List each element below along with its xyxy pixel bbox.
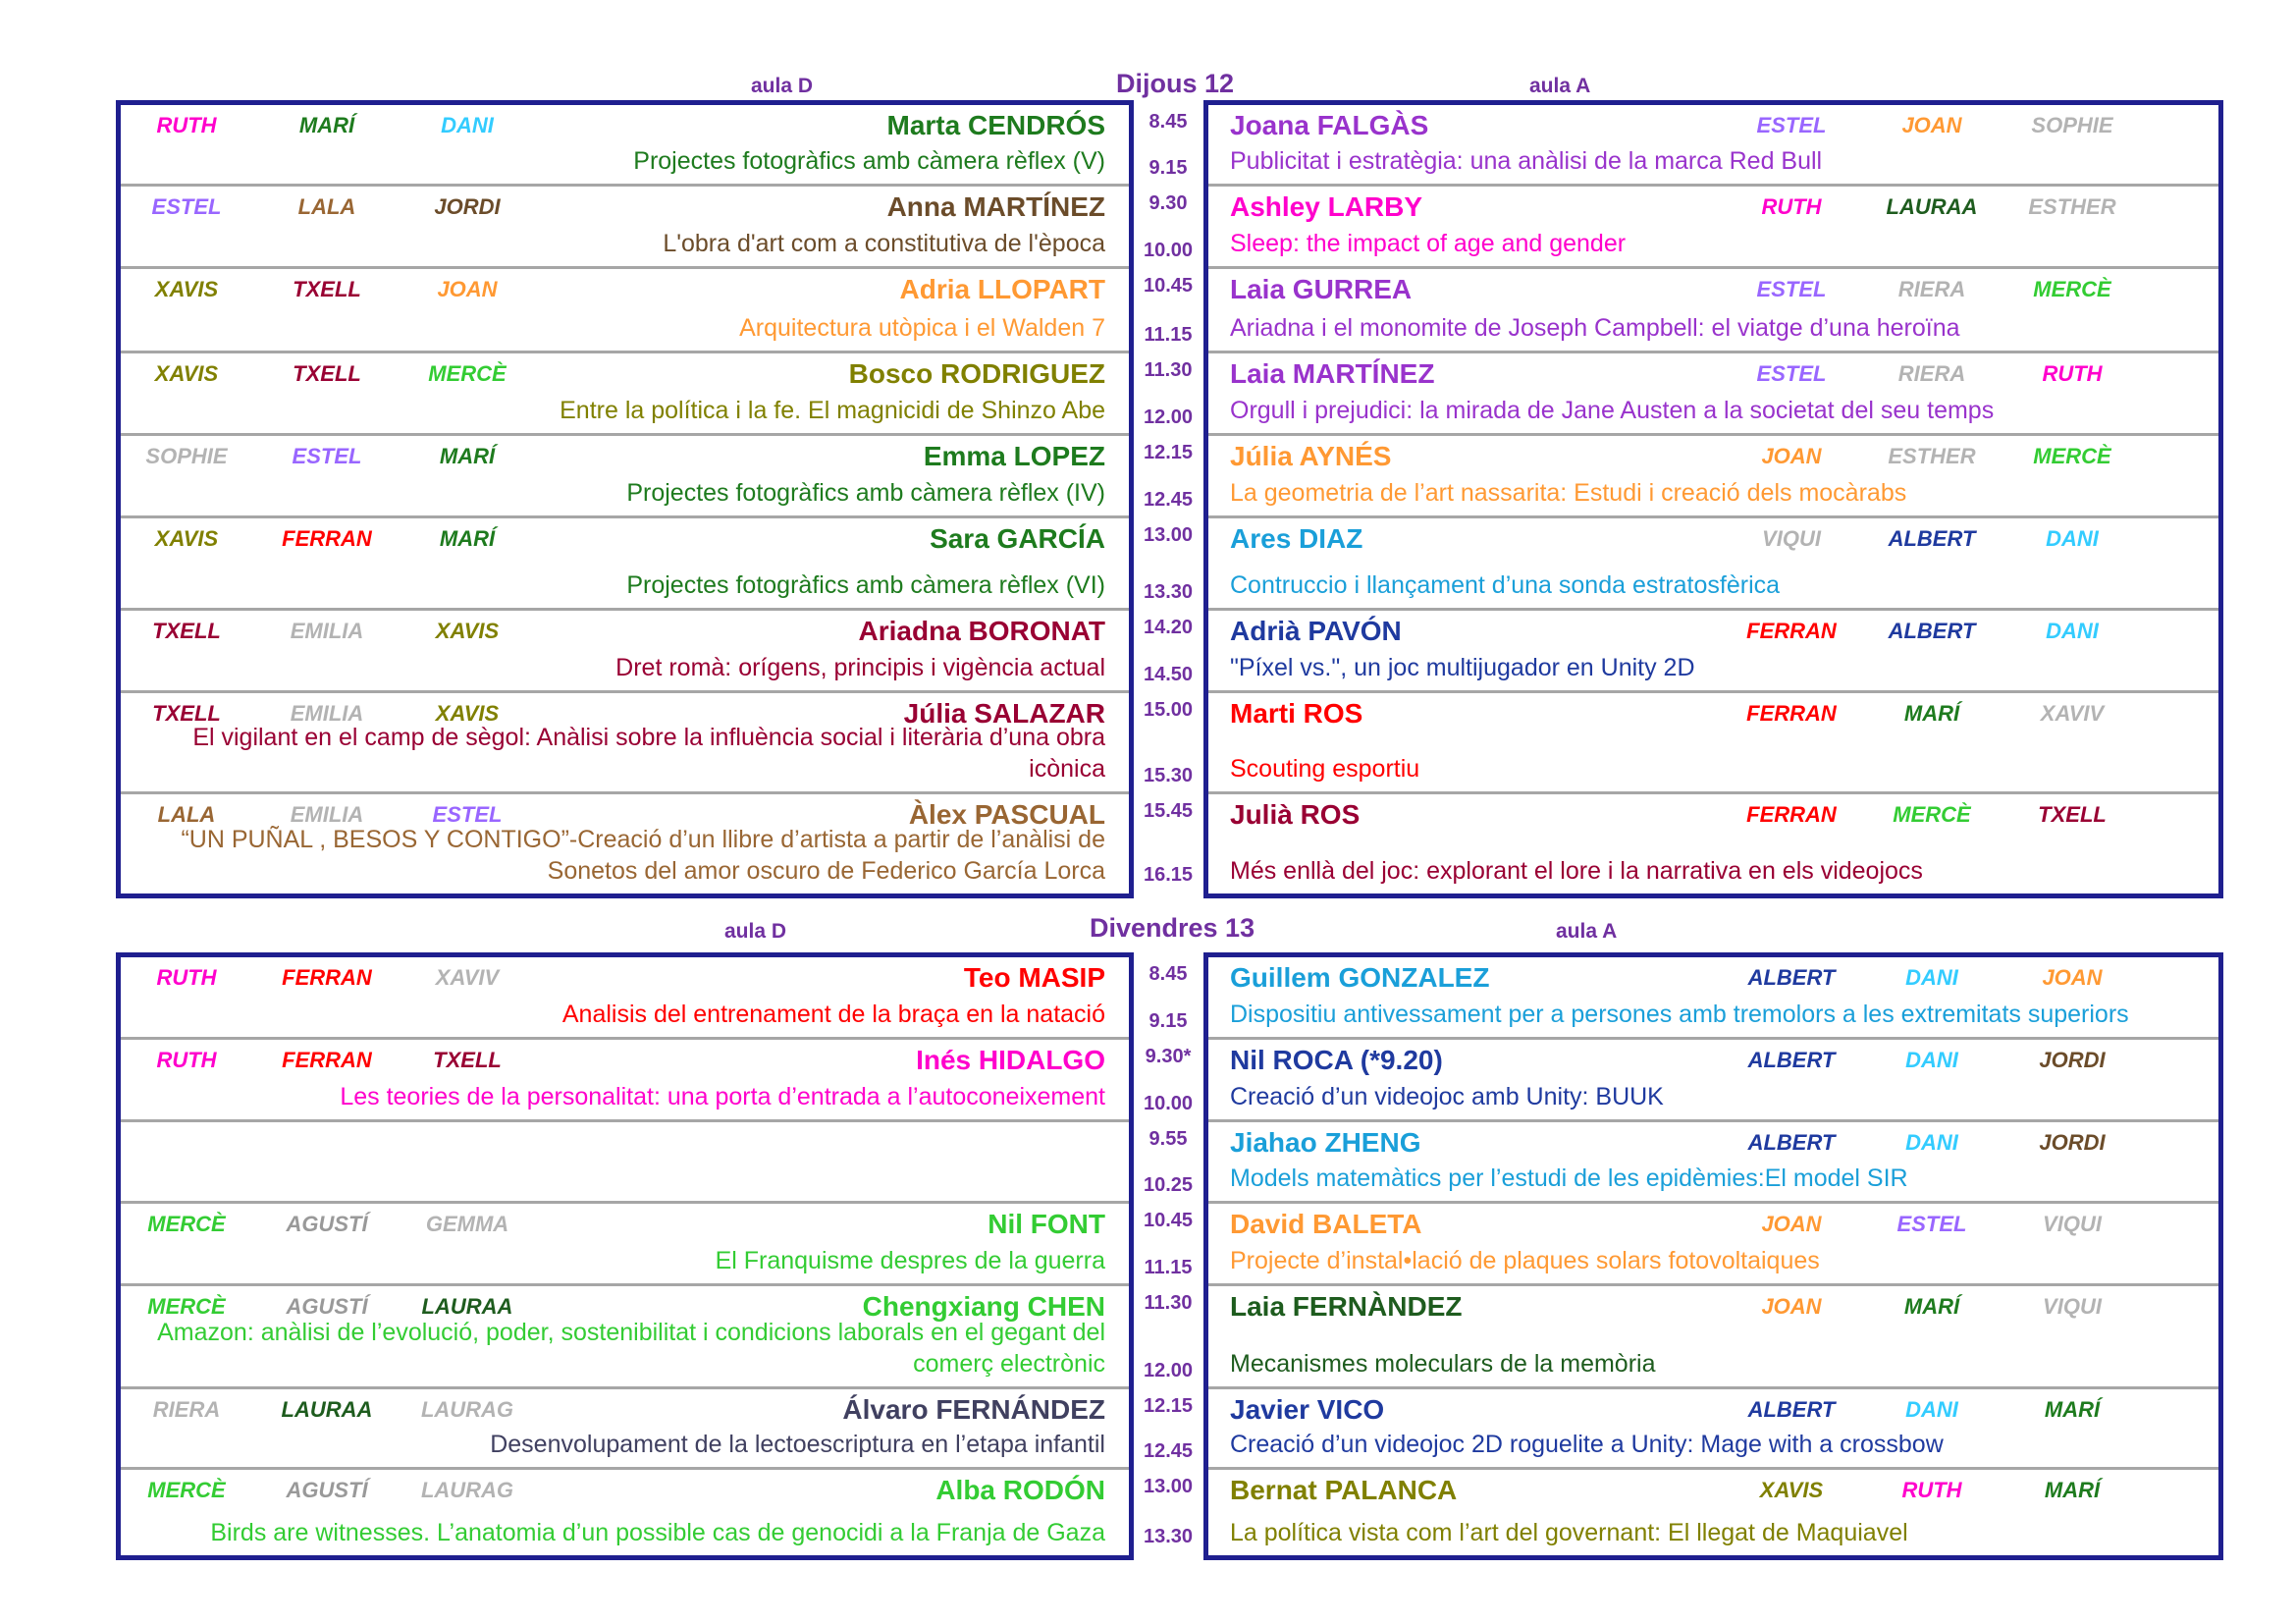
tutor-name: TXELL [293, 361, 361, 386]
project-title: "Píxel vs.", un joc multijugador en Unity 2D [1230, 654, 1695, 681]
tutor-name: XAVIV [2040, 701, 2105, 726]
presentation-row [121, 693, 1129, 794]
time-end: 15.30 [1143, 765, 1194, 786]
project-title: Creació d’un videojoc 2D roguelite a Unity: Mage with a crossbow [1230, 1431, 1944, 1458]
student-name: Emma LOPEZ [923, 441, 1105, 471]
tutor-name: MERCÈ [147, 1212, 226, 1236]
tutor-name: VIQUI [2043, 1212, 2102, 1236]
tutor-name: MARÍ [2044, 1478, 2101, 1502]
student-name: Inés HIDALGO [916, 1045, 1105, 1075]
tutor-name: MERCÈ [2033, 444, 2111, 468]
presentation-row [1208, 1204, 2218, 1286]
tutor-name: RUTH [2042, 361, 2103, 386]
tutor-name: XAVIV [435, 965, 500, 990]
presentation-row [1208, 1286, 2218, 1389]
presentation-row [1208, 611, 2218, 693]
project-title: Birds are witnesses. L’anatomia d’un possible cas de genocidi a la Franja de Gaza [210, 1519, 1105, 1546]
presentation-row [1208, 269, 2218, 353]
presentation-row [121, 269, 1129, 353]
project-title: El Franquisme despres de la guerra [715, 1247, 1105, 1274]
tutor-name: FERRAN [282, 1048, 372, 1072]
tutor-name: FERRAN [1746, 619, 1837, 643]
project-title: Mecanismes moleculars de la memòria [1230, 1350, 1656, 1378]
tutor-name: XAVIS [1759, 1478, 1824, 1502]
project-title: Entre la política i la fe. El magnicidi de Shinzo Abe [560, 397, 1105, 424]
presentation-row [121, 794, 1129, 893]
tutor-name: ESTEL [1756, 361, 1827, 386]
tutor-name: ESTEL [432, 802, 503, 827]
time-start: 9.30 [1148, 192, 1188, 214]
schedule-panel-right [1203, 100, 2223, 898]
tutor-name: TXELL [2038, 802, 2107, 827]
student-name: Jiahao ZHENG [1230, 1127, 1421, 1158]
tutor-name: ALBERT [1747, 1130, 1836, 1155]
time-end: 9.15 [1148, 157, 1188, 179]
tutor-name: XAVIS [435, 619, 500, 643]
tutor-name: ESTEL [1756, 277, 1827, 301]
student-name: Marti ROS [1230, 698, 1363, 729]
student-name: Ares DIAZ [1230, 523, 1363, 554]
tutor-name: EMILIA [290, 701, 364, 726]
tutor-name: JOAN [437, 277, 498, 301]
presentation-row [121, 611, 1129, 693]
presentation-row [121, 518, 1129, 611]
tutor-name: LALA [157, 802, 216, 827]
presentation-row [121, 957, 1129, 1040]
tutor-name: RUTH [156, 1048, 217, 1072]
project-title: Ariadna i el monomite de Joseph Campbell: el viatge d’una heroïna [1230, 314, 1960, 342]
room-label-left: aula D [724, 920, 787, 943]
student-name: Teo MASIP [963, 962, 1105, 993]
tutor-name: EMILIA [290, 619, 364, 643]
presentation-row [1208, 1470, 2218, 1555]
student-name: Bosco RODRIGUEZ [848, 358, 1105, 389]
student-name: Laia FERNÀNDEZ [1230, 1291, 1463, 1322]
project-title: Projectes fotogràfics amb càmera rèflex (VI) [626, 571, 1105, 599]
presentation-row [121, 436, 1129, 518]
tutor-name: JOAN [1761, 444, 1822, 468]
time-end: 9.15 [1148, 1010, 1188, 1032]
time-start: 9.55 [1148, 1128, 1188, 1150]
tutor-name: ESTEL [292, 444, 362, 468]
project-title: Projectes fotogràfics amb càmera rèflex (IV) [626, 479, 1105, 507]
time-end: 12.00 [1143, 406, 1194, 428]
student-name: Alba RODÓN [935, 1475, 1105, 1505]
tutor-name: ALBERT [1747, 965, 1836, 990]
room-label-left: aula D [751, 75, 814, 97]
student-name: Bernat PALANCA [1230, 1475, 1458, 1505]
tutor-name: MERCÈ [147, 1294, 226, 1319]
presentation-row [1208, 436, 2218, 518]
time-start: 12.15 [1143, 1395, 1194, 1417]
presentation-row [121, 1204, 1129, 1286]
project-title: Creació d’un videojoc amb Unity: BUUK [1230, 1083, 1664, 1110]
tutor-name: AGUSTÍ [286, 1478, 368, 1502]
time-end: 14.50 [1143, 664, 1194, 685]
project-title: Dret romà: orígens, principis i vigència actual [615, 654, 1105, 681]
tutor-name: MARÍ [1903, 701, 1960, 726]
student-name: Adria LLOPART [899, 274, 1105, 304]
tutor-name: ALBERT [1888, 619, 1976, 643]
student-name: Júlia SALAZAR [903, 698, 1105, 729]
tutor-name: ESTEL [151, 194, 222, 219]
tutor-name: FERRAN [1746, 701, 1837, 726]
student-name: Álvaro FERNÁNDEZ [842, 1394, 1105, 1425]
tutor-name: XAVIS [154, 277, 219, 301]
project-title: El vigilant en el camp de sègol: Anàlisi sobre la influència social i literària d’una obra icònica [192, 724, 1105, 783]
tutor-name: XAVIS [154, 361, 219, 386]
tutor-name: ALBERT [1888, 526, 1976, 551]
tutor-name: LAURAG [420, 1397, 514, 1422]
presentation-row [1208, 693, 2218, 794]
tutor-name: GEMMA [425, 1212, 509, 1236]
tutor-name: JOAN [1761, 1212, 1822, 1236]
tutor-name: MERCÈ [428, 361, 507, 386]
project-title: Projecte d’instal•lació de plaques solars fotovoltaiques [1230, 1247, 1820, 1274]
tutor-name: LALA [297, 194, 356, 219]
student-name: Ashley LARBY [1230, 191, 1423, 222]
student-name: Julià ROS [1230, 799, 1361, 830]
presentation-row [1208, 1040, 2218, 1122]
student-name: Anna MARTÍNEZ [886, 191, 1105, 222]
presentation-row [1208, 957, 2218, 1040]
tutor-name: FERRAN [1746, 802, 1837, 827]
time-start: 13.00 [1143, 524, 1194, 546]
presentation-row [121, 1122, 1129, 1204]
tutor-name: ESTEL [1756, 113, 1827, 137]
student-name: Chengxiang CHEN [862, 1291, 1105, 1322]
room-label-right: aula A [1556, 920, 1618, 943]
project-title: Projectes fotogràfics amb càmera rèflex (V) [633, 147, 1105, 175]
student-name: Sara GARCÍA [930, 523, 1105, 554]
schedule-panel-left [116, 952, 1134, 1560]
student-name: Laia MARTÍNEZ [1230, 358, 1435, 389]
day-title: Divendres 13 [1090, 913, 1255, 943]
tutor-name: RUTH [1761, 194, 1822, 219]
tutor-name: RIERA [1897, 277, 1966, 301]
student-name: Ariadna BORONAT [858, 616, 1105, 646]
tutor-name: MARÍ [1903, 1294, 1960, 1319]
tutor-name: RUTH [156, 113, 217, 137]
student-name: Júlia AYNÉS [1230, 441, 1392, 471]
project-title: Analisis del entrenament de la braça en la natació [561, 1001, 1105, 1028]
student-name: Guillem GONZALEZ [1230, 962, 1490, 993]
tutor-name: ESTHER [2028, 194, 2116, 219]
project-title: Dispositiu antivessament per a persones amb tremolors a les extremitats superiors [1230, 1001, 2129, 1028]
tutor-name: LAURAA [1886, 194, 1978, 219]
student-name: Àlex PASCUAL [908, 799, 1105, 830]
presentation-row [1208, 187, 2218, 269]
tutor-name: MERCÈ [1893, 802, 1971, 827]
tutor-name: RIERA [1897, 361, 1966, 386]
tutor-name: ESTHER [1888, 444, 1976, 468]
presentation-row [1208, 1389, 2218, 1470]
tutor-name: JOAN [2042, 965, 2103, 990]
tutor-name: DANI [441, 113, 494, 137]
tutor-name: JOAN [1761, 1294, 1822, 1319]
tutor-name: TXELL [152, 701, 221, 726]
presentation-row [121, 105, 1129, 187]
presentation-row [121, 1040, 1129, 1122]
time-end: 12.45 [1143, 489, 1194, 511]
presentation-row [1208, 794, 2218, 893]
presentation-row [121, 187, 1129, 269]
presentation-row [1208, 1122, 2218, 1204]
tutor-name: LAURAA [281, 1397, 373, 1422]
student-name: Javier VICO [1230, 1394, 1385, 1425]
tutor-name: VIQUI [1762, 526, 1821, 551]
time-end: 11.15 [1144, 1257, 1193, 1278]
project-title: Amazon: anàlisi de l’evolució, poder, sostenibilitat i condicions laborals en el gegant del comerç electrònic [157, 1319, 1105, 1378]
project-title: L'obra d'art com a constitutiva de l'època [663, 230, 1105, 257]
tutor-name: FERRAN [282, 526, 372, 551]
presentation-row [121, 1389, 1129, 1470]
tutor-name: LAURAA [421, 1294, 513, 1319]
time-end: 12.00 [1143, 1360, 1194, 1381]
presentation-row [1208, 518, 2218, 611]
presentation-row [121, 1286, 1129, 1389]
tutor-name: MARÍ [298, 113, 355, 137]
project-title: Contruccio i llançament d’una sonda estratosfèrica [1230, 571, 1781, 599]
tutor-name: FERRAN [282, 965, 372, 990]
presentation-row [1208, 353, 2218, 436]
time-start: 14.20 [1143, 617, 1194, 638]
project-title: La geometria de l’art nassarita: Estudi i creació dels mocàrabs [1230, 479, 1907, 507]
tutor-name: RUTH [1901, 1478, 1962, 1502]
time-start: 11.30 [1144, 359, 1193, 381]
time-start: 10.45 [1143, 275, 1194, 297]
student-name: Adrià PAVÓN [1230, 616, 1402, 646]
project-title: Les teories de la personalitat: una porta d’entrada a l’autoconeixement [340, 1083, 1105, 1110]
time-end: 12.45 [1143, 1440, 1194, 1462]
student-name: Marta CENDRÓS [886, 110, 1105, 140]
time-start: 13.00 [1143, 1476, 1194, 1497]
tutor-name: TXELL [433, 1048, 502, 1072]
tutor-name: SOPHIE [2031, 113, 2113, 137]
project-title: Més enllà del joc: explorant el lore i la narrativa en els videojocs [1230, 857, 1923, 885]
tutor-name: TXELL [152, 619, 221, 643]
presentation-row [1208, 105, 2218, 187]
time-start: 8.45 [1148, 111, 1188, 133]
tutor-name: MARÍ [439, 444, 496, 468]
tutor-name: DANI [1905, 1130, 1958, 1155]
time-start: 10.45 [1143, 1210, 1194, 1231]
presentation-row [121, 1470, 1129, 1555]
presentation-row [121, 353, 1129, 436]
project-title: Orgull i prejudici: la mirada de Jane Austen a la societat del seu temps [1230, 397, 1995, 424]
time-end: 16.15 [1143, 864, 1194, 886]
time-start: 11.30 [1144, 1292, 1193, 1314]
tutor-name: JORDI [434, 194, 501, 219]
student-name: Nil ROCA (*9.20) [1230, 1045, 1443, 1075]
time-end: 11.15 [1144, 324, 1193, 346]
project-title: Scouting esportiu [1230, 755, 1420, 783]
tutor-name: DANI [1905, 1397, 1958, 1422]
time-end: 13.30 [1143, 581, 1194, 603]
time-start: 15.00 [1143, 699, 1194, 721]
tutor-name: AGUSTÍ [286, 1212, 368, 1236]
tutor-name: JORDI [2039, 1048, 2106, 1072]
schedule-panel-right [1203, 952, 2223, 1560]
day-title: Dijous 12 [1116, 69, 1235, 98]
time-end: 13.30 [1143, 1526, 1194, 1547]
student-name: Laia GURREA [1230, 274, 1413, 304]
tutor-name: DANI [1905, 965, 1958, 990]
tutor-name: MERCÈ [147, 1478, 226, 1502]
tutor-name: RUTH [156, 965, 217, 990]
tutor-name: DANI [1905, 1048, 1958, 1072]
time-start: 12.15 [1143, 442, 1194, 463]
student-name: Joana FALGÀS [1230, 110, 1429, 140]
tutor-name: MERCÈ [2033, 277, 2111, 301]
project-title: “UN PUÑAL , BESOS Y CONTIGO”-Creació d’un llibre d’artista a partir de l’anàlisi de Sonetos del amor oscuro de Federico García Lorca [181, 826, 1105, 885]
tutor-name: MARÍ [439, 526, 496, 551]
time-end: 10.00 [1143, 240, 1194, 261]
tutor-name: JORDI [2039, 1130, 2106, 1155]
tutor-name: JOAN [1901, 113, 1962, 137]
tutor-name: MARÍ [2044, 1397, 2101, 1422]
project-title: Models matemàtics per l’estudi de les epidèmies:El model SIR [1230, 1164, 1908, 1192]
tutor-name: VIQUI [2043, 1294, 2102, 1319]
tutor-name: ALBERT [1747, 1048, 1836, 1072]
tutor-name: DANI [2046, 619, 2099, 643]
tutor-name: TXELL [293, 277, 361, 301]
schedule-panel-left [116, 100, 1134, 898]
tutor-name: XAVIS [154, 526, 219, 551]
time-start: 9.30* [1145, 1046, 1192, 1067]
tutor-name: EMILIA [290, 802, 364, 827]
tutor-name: ALBERT [1747, 1397, 1836, 1422]
tutor-name: ESTEL [1896, 1212, 1967, 1236]
project-title: Arquitectura utòpica i el Walden 7 [739, 314, 1105, 342]
student-name: David BALETA [1230, 1209, 1422, 1239]
room-label-right: aula A [1529, 75, 1591, 97]
tutor-name: XAVIS [435, 701, 500, 726]
project-title: Sleep: the impact of age and gender [1230, 230, 1627, 257]
tutor-name: AGUSTÍ [286, 1294, 368, 1319]
time-end: 10.25 [1143, 1174, 1194, 1196]
tutor-name: DANI [2046, 526, 2099, 551]
project-title: La política vista com l’art del governant: El llegat de Maquiavel [1230, 1519, 1908, 1546]
time-end: 10.00 [1143, 1093, 1194, 1114]
project-title: Desenvolupament de la lectoescriptura en l’etapa infantil [490, 1431, 1105, 1458]
time-start: 8.45 [1148, 963, 1188, 985]
time-start: 15.45 [1143, 800, 1194, 822]
tutor-name: RIERA [152, 1397, 221, 1422]
student-name: Nil FONT [988, 1209, 1105, 1239]
tutor-name: SOPHIE [145, 444, 228, 468]
tutor-name: LAURAG [420, 1478, 514, 1502]
project-title: Publicitat i estratègia: una anàlisi de la marca Red Bull [1230, 147, 1823, 175]
